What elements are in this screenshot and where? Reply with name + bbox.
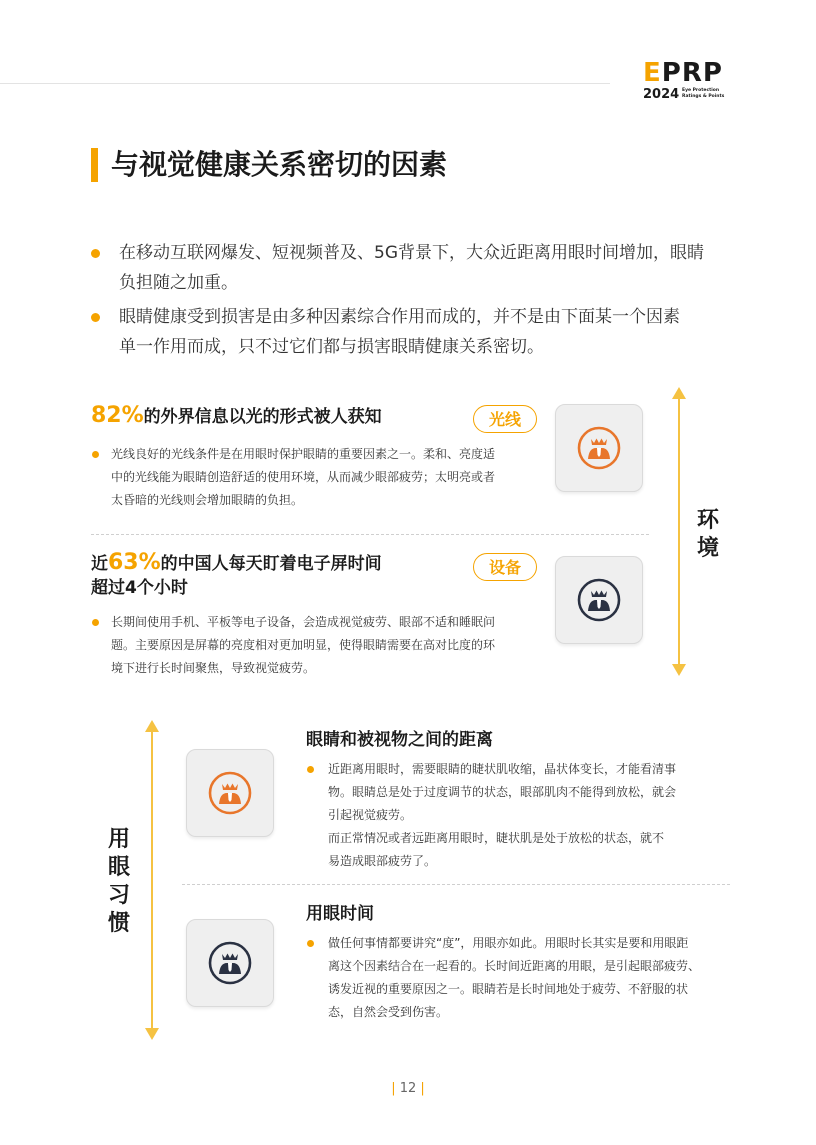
logo-year: 2024 <box>643 87 680 102</box>
device-heading: 近63%的中国人每天盯着电子屏时间 <box>91 550 382 575</box>
page-number: | 12 | <box>391 1081 425 1096</box>
person-icon-navy <box>576 577 622 623</box>
env-label: 环境 <box>696 508 719 561</box>
duration-description: 做任何事情都要讲究“度”，用眼亦如此。用眼时长其实是要和用眼距 离这个因素结合在一起看的。长时间近距离的用眼，是引起眼部疲劳、 诱发近视的重要原因之一。眼睛若是长时间地处于疲劳、不舒服的状 态，自然会受到伤害。 <box>328 936 701 1019</box>
title-accent-bar <box>91 148 98 182</box>
section-divider <box>182 884 730 885</box>
bullet-dot <box>91 313 100 322</box>
logo-subtitle: Eye Protection Ratings & Points <box>682 88 725 99</box>
duration-icon-card <box>186 919 274 1007</box>
bullet-dot <box>307 940 314 947</box>
bullet-dot <box>92 619 99 626</box>
habit-arrow-line <box>151 731 153 1028</box>
distance-heading: 眼睛和被视物之间的距离 <box>306 730 493 750</box>
intro-bullet-1: 在移动互联网爆发、短视频普及、5G背景下，大众近距离用眼时间增加，眼睛 负担随之加重。 <box>91 238 731 298</box>
env-arrow-down <box>672 664 686 676</box>
light-percent: 82% <box>91 403 144 428</box>
device-heading-line2: 超过4个小时 <box>91 578 188 598</box>
section-divider <box>91 534 649 535</box>
header-rule <box>0 83 610 84</box>
logo-brand: EPRP <box>643 58 723 88</box>
eprp-logo <box>643 60 743 108</box>
bullet-dot <box>92 451 99 458</box>
bullet-dot <box>307 766 314 773</box>
bullet-dot <box>91 249 100 258</box>
habit-label: 用眼习惯 <box>107 827 130 936</box>
page-title: 与视觉健康关系密切的因素 <box>111 148 448 181</box>
person-icon-navy <box>207 940 253 986</box>
person-icon-orange <box>207 770 253 816</box>
device-tag: 设备 <box>473 553 537 581</box>
distance-description: 近距离用眼时，需要眼睛的睫状肌收缩，晶状体变长，才能看清事 物。眼睛总是处于过度调节的状态，眼部肌肉不能得到放松，就会 引起视觉疲劳。 而正常情况或者远距离用眼时，睫状肌是处于放松的状态，就不 易造成眼部疲劳了。 <box>328 762 677 868</box>
device-percent: 63% <box>108 550 161 575</box>
habit-arrow-down <box>145 1028 159 1040</box>
device-description: 长期间使用手机、平板等电子设备，会造成视觉疲劳、眼部不适和睡眠问 题。主要原因是屏幕的亮度相对更加明显，使得眼睛需要在高对比度的环 境下进行长时间聚焦，导致视觉疲劳。 <box>111 615 496 675</box>
device-icon-card <box>555 556 643 644</box>
duration-heading: 用眼时间 <box>306 904 374 924</box>
intro-bullet-2: 眼睛健康受到损害是由多种因素综合作用而成的，并不是由下面某一个因素 单一作用而成，只不过它们都与损害眼睛健康关系密切。 <box>91 302 731 362</box>
distance-icon-card <box>186 749 274 837</box>
person-icon-orange <box>576 425 622 471</box>
light-description: 光线良好的光线条件是在用眼时保护眼睛的重要因素之一。柔和、亮度适 中的光线能为眼睛创造舒适的使用环境，从而减少眼部疲劳；太明亮或者 太昏暗的光线则会增加眼睛的负担。 <box>111 447 496 507</box>
light-heading: 82%的外界信息以光的形式被人获知 <box>91 403 382 428</box>
light-tag: 光线 <box>473 405 537 433</box>
env-arrow-line <box>678 398 680 664</box>
light-icon-card <box>555 404 643 492</box>
